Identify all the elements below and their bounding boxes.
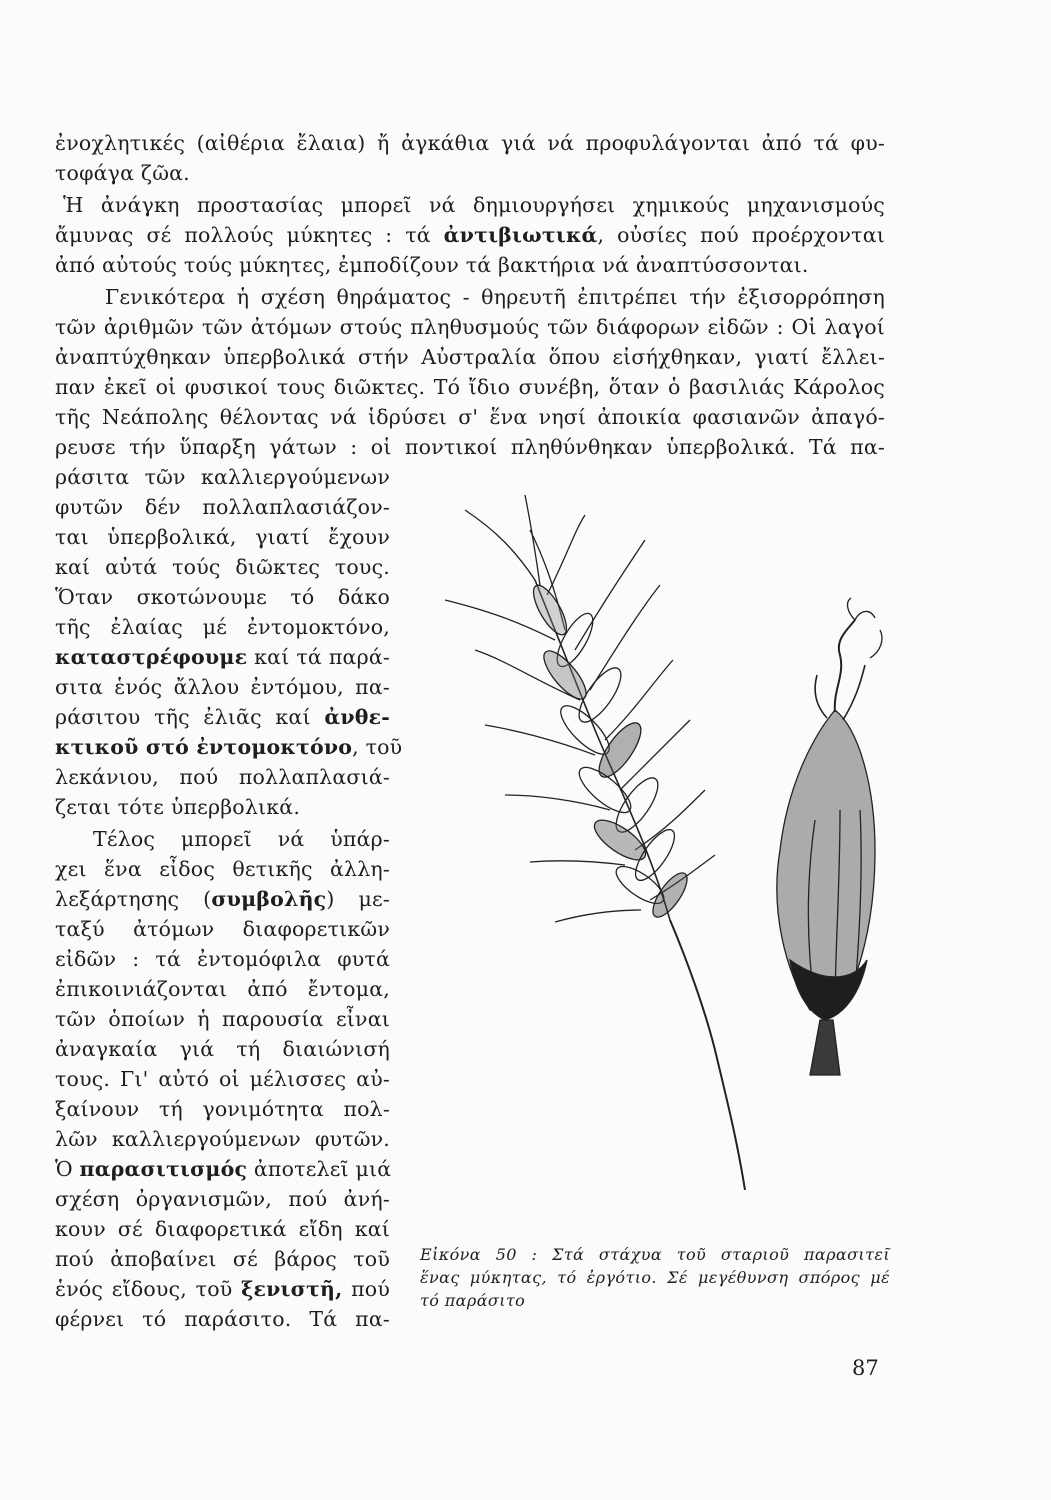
text-line: καταστρέφουμε καί τά παρά- bbox=[55, 645, 390, 669]
text-line: εἰδῶν : τά ἐντομόφιλα φυτά bbox=[55, 947, 390, 971]
text-line: ξαίνουν τή γονιμότητα πολ- bbox=[55, 1097, 390, 1121]
text-line: Γενικότερα ἡ σχέση θηράματος - θηρευτῆ ἐπιτρέπει τήν ἐξισορρόπηση bbox=[105, 285, 885, 309]
text-line: σιτα ἑνός ἄλλου ἐντόμου, πα- bbox=[55, 675, 390, 699]
figure-caption: τό παράσιτο bbox=[420, 1291, 526, 1310]
text-line: Ἡ ἀνάγκη προστασίας μπορεῖ νά δημιουργήσει χημικούς μηχανισμούς bbox=[63, 193, 885, 217]
text-line: κτικοῦ στό ἐντομοκτόνο, τοῦ bbox=[55, 735, 403, 759]
text-line: τοφάγα ζῶα. bbox=[55, 161, 190, 185]
text-line: ράσιτα τῶν καλλιεργούμενων bbox=[55, 465, 390, 489]
text-line: τῆς ἐλαίας μέ ἐντομοκτόνο, bbox=[55, 615, 390, 639]
text-line: ἄμυνας σέ πολλούς μύκητες : τά ἀντιβιωτικά, οὐσίες πού προέρχονται bbox=[55, 223, 885, 247]
bold-term: ξενιστῆ, bbox=[241, 1277, 343, 1301]
text-line: φέρνει τό παράσιτο. Τά πα- bbox=[55, 1307, 390, 1331]
text-line: λεκάνιου, πού πολλαπλασιά- bbox=[55, 765, 390, 789]
text-line: ζεται τότε ὑπερβολικά. bbox=[55, 795, 301, 819]
text-line: ἀναπτύχθηκαν ὑπερβολικά στήν Αὐστραλία ὅπου εἰσήχθηκαν, γιατί ἔλλει- bbox=[55, 345, 885, 369]
text-line: λεξάρτησης (συμβολῆς) με- bbox=[55, 887, 391, 911]
figure-caption: Εἰκόνα 50 : Στά στάχυα τοῦ σταριοῦ παρασιτεῖ bbox=[420, 1245, 890, 1264]
text-line: ράσιτου τῆς ἐλιᾶς καί ἀνθε- bbox=[55, 705, 390, 729]
text-line: τῆς Νεάπολης θέλοντας νά ἱδρύσει σ' ἕνα νησί ἀποικία φασιανῶν ἀπαγό- bbox=[55, 405, 885, 429]
text-line: ἀναγκαία γιά τή διαιώνισή bbox=[55, 1037, 390, 1061]
wheat-ear-icon bbox=[445, 495, 745, 1190]
page-number: 87 bbox=[852, 1356, 879, 1380]
text-line: λῶν καλλιεργούμενων φυτῶν. bbox=[55, 1127, 390, 1151]
text-line: τῶν ἀριθμῶν τῶν ἀτόμων στούς πληθυσμούς τῶν διάφορων εἰδῶν : Οἱ λαγοί bbox=[55, 315, 885, 339]
text-line: ἐνοχλητικές (αἰθέρια ἔλαια) ἤ ἀγκάθια γιά νά προφυλάγονται ἀπό τά φυ- bbox=[55, 131, 885, 155]
text-line: ἐπικοινιάζονται ἀπό ἔντομα, bbox=[55, 977, 390, 1001]
text-line: Ὅταν σκοτώνουμε τό δάκο bbox=[55, 585, 390, 609]
text-line: σχέση ὀργανισμῶν, πού ἀνή- bbox=[55, 1187, 390, 1211]
bold-term: ἀνθε- bbox=[324, 705, 390, 729]
figure-illustration bbox=[415, 490, 915, 1190]
bold-term: κτικοῦ στό ἐντομοκτόνο bbox=[55, 735, 353, 759]
text-line: κουν σέ διαφορετικά εἴδη καί bbox=[55, 1217, 390, 1241]
text-line: Τέλος μπορεῖ νά ὑπάρ- bbox=[93, 827, 390, 851]
text-line: ἀπό αὐτούς τούς μύκητες, ἐμποδίζουν τά βακτήρια νά ἀναπτύσσονται. bbox=[55, 253, 809, 277]
text-line: ταξύ ἀτόμων διαφορετικῶν bbox=[55, 917, 390, 941]
bold-term: παρασιτισμός bbox=[79, 1157, 248, 1181]
text-line: χει ἕνα εἶδος θετικῆς ἀλλη- bbox=[55, 857, 390, 881]
bold-term: συμβολῆς bbox=[211, 887, 327, 911]
text-line: πού ἀποβαίνει σέ βάρος τοῦ bbox=[55, 1247, 390, 1271]
text-line: τους. Γι' αὐτό οἱ μέλισσες αὐ- bbox=[55, 1067, 390, 1091]
text-line: ται ὑπερβολικά, γιατί ἔχουν bbox=[55, 525, 390, 549]
ergot-grain-icon bbox=[777, 598, 882, 1190]
text-line: φυτῶν δέν πολλαπλασιάζον- bbox=[55, 495, 390, 519]
text-line: καί αὐτά τούς διῶκτες τους. bbox=[55, 555, 390, 579]
bold-term: ἀντιβιωτικά bbox=[443, 223, 598, 247]
text-line: Ὁ παρασιτισμός ἀποτελεῖ μιά bbox=[55, 1157, 392, 1181]
figure-caption: ἕνας μύκητας, τό ἐργότιο. Σέ μεγέθυνση σπόρος μέ bbox=[420, 1268, 890, 1287]
text-line: παν ἐκεῖ οἱ φυσικοί τους διῶκτες. Τό ἴδιο συνέβη, ὅταν ὁ βασιλιάς Κάρολος bbox=[55, 375, 885, 399]
text-line: ρευσε τήν ὕπαρξη γάτων : οἱ ποντικοί πληθύνθηκαν ὑπερβολικά. Τά πα- bbox=[55, 435, 885, 459]
text-line: τῶν ὁποίων ἡ παρουσία εἶναι bbox=[55, 1007, 390, 1031]
text-line: ἑνός εἴδους, τοῦ ξενιστῆ, πού bbox=[55, 1277, 391, 1301]
bold-term: καταστρέφουμε bbox=[55, 645, 248, 669]
